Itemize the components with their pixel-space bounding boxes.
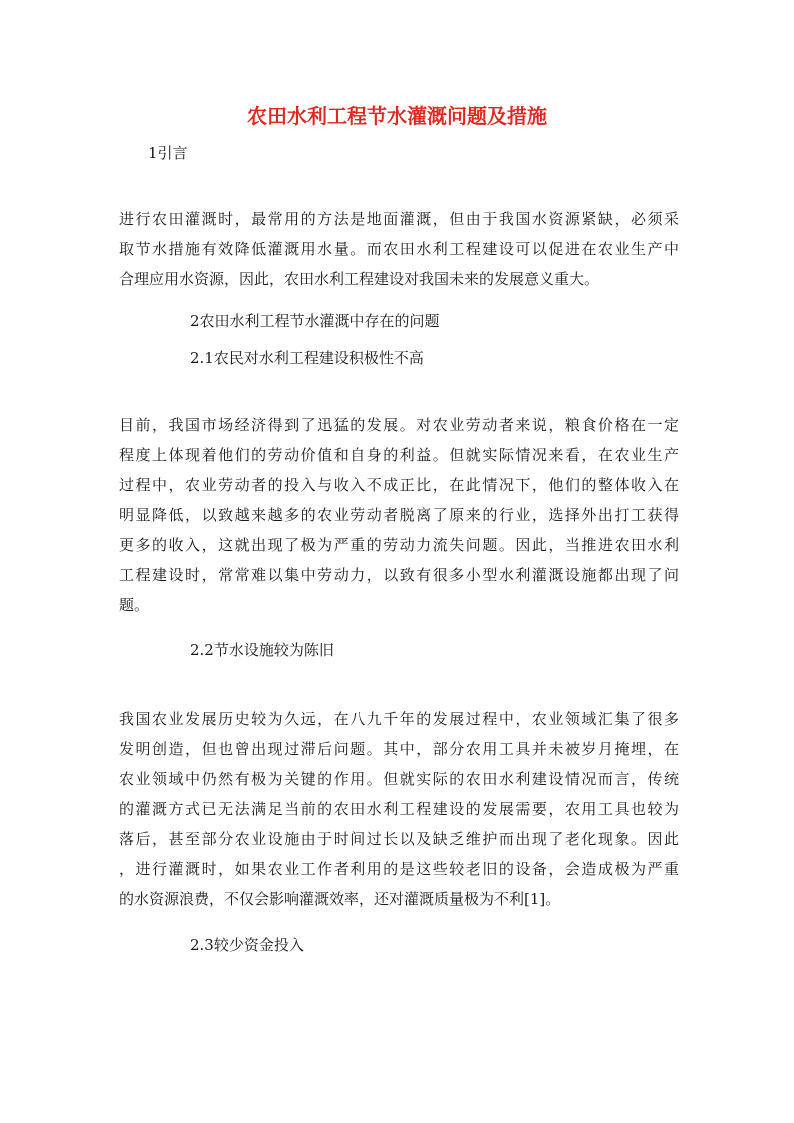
paragraph-line: 过程中，农业劳动者的投入与收入不成正比，在此情况下，他们的整体收入在 [119, 476, 679, 494]
paragraph-line: 合理应用水资源，因此，农田水利工程建设对我国未来的发展意义重大。 [119, 270, 600, 288]
paragraph-line: 我国农业发展历史较为久远，在八九千年的发展过程中，农业领域汇集了很多 [119, 710, 679, 728]
section-heading-2-2: 2.2节水设施较为陈旧 [190, 641, 334, 659]
paragraph-line: 题。 [119, 596, 150, 614]
section-heading-problems: 2农田水利工程节水灌溉中存在的问题 [190, 312, 440, 330]
paragraph-line: 的灌溉方式已无法满足当前的农田水利工程建设的发展需要，农用工具也较为 [119, 800, 679, 818]
paragraph-line: 工程建设时，常常难以集中劳动力，以致有很多小型水利灌溉设施都出现了问 [119, 566, 679, 584]
paragraph-line: 的水资源浪费，不仅会影响灌溉效率，还对灌溉质量极为不利[1]。 [119, 890, 561, 908]
paragraph-line: 明显降低，以致越来越多的农业劳动者脱离了原来的行业，选择外出打工获得 [119, 506, 679, 524]
section-heading-2-3: 2.3较少资金投入 [190, 936, 304, 954]
paragraph-2-2 [119, 704, 679, 914]
paragraph-line: 农业领域中仍然有极为关键的作用。但就实际的农田水利建设情况而言，传统 [119, 770, 679, 788]
paragraph-intro [119, 204, 679, 294]
paragraph-line: 进行农田灌溉时，最常用的方法是地面灌溉，但由于我国水资源紧缺，必须采 [119, 210, 679, 228]
section-heading-intro: 1引言 [148, 144, 188, 162]
paragraph-line: 更多的收入，这就出现了极为严重的劳动力流失问题。因此，当推进农田水利 [119, 536, 679, 554]
paragraph-line: 程度上体现着他们的劳动价值和自身的利益。但就实际情况来看，在农业生产 [119, 446, 679, 464]
document-title: 农田水利工程节水灌溉问题及措施 [247, 104, 547, 128]
paragraph-line: ，进行灌溉时，如果农业工作者利用的是这些较老旧的设备，会造成极为严重 [119, 860, 679, 878]
paragraph-line: 取节水措施有效降低灌溉用水量。而农田水利工程建设可以促进在农业生产中 [119, 240, 679, 258]
paragraph-2-1 [119, 410, 679, 620]
paragraph-line: 落后，甚至部分农业设施由于时间过长以及缺乏维护而出现了老化现象。因此 [119, 830, 679, 848]
paragraph-line: 发明创造，但也曾出现过滞后问题。其中，部分农用工具并未被岁月掩埋，在 [119, 740, 679, 758]
paragraph-line: 目前，我国市场经济得到了迅猛的发展。对农业劳动者来说，粮食价格在一定 [119, 416, 679, 434]
section-heading-2-1: 2.1农民对水利工程建设积极性不高 [190, 349, 424, 367]
